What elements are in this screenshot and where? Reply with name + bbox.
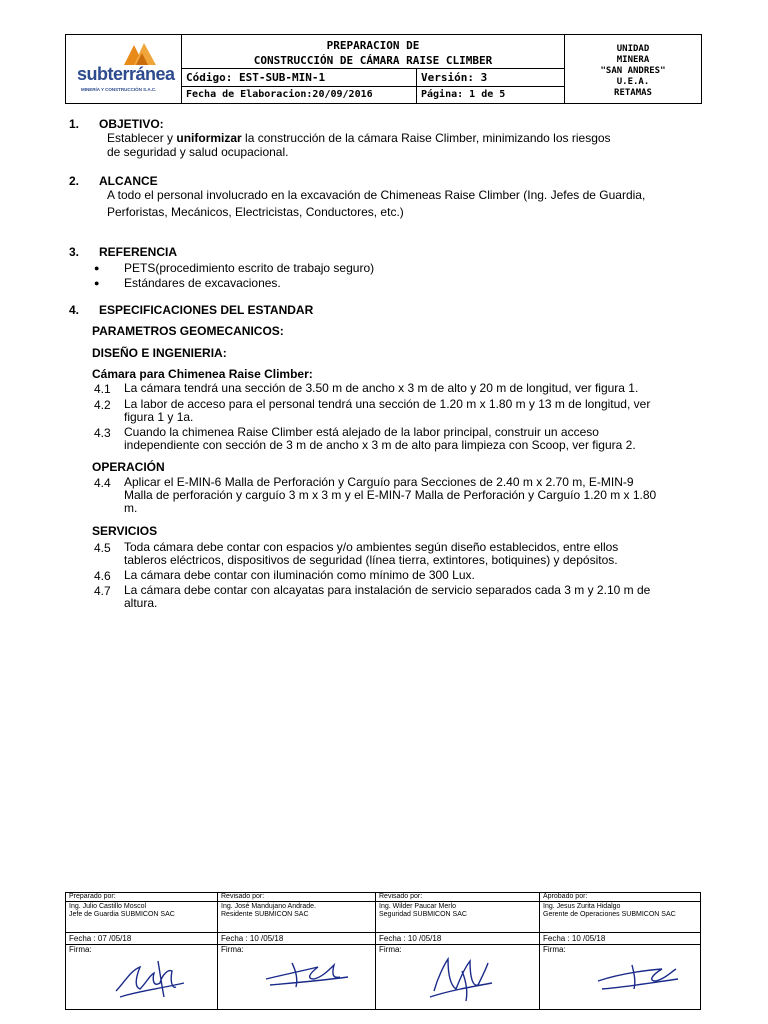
section-title-objetivo: OBJETIVO:: [99, 117, 164, 131]
subheading-diseno: DISEÑO E INGENIERIA:: [92, 346, 227, 360]
item-line: La cámara debe contar con iluminación como mínimo de 300 Lux.: [124, 568, 475, 582]
section-title-especificaciones: ESPECIFICACIONES DEL ESTANDAR: [99, 303, 314, 317]
item-text: [124, 569, 697, 582]
item-text: [124, 398, 697, 424]
alcance-line-1: A todo el personal involucrado en la excavación de Chimeneas Raise Climber (Ing. Jefes de Guardia,: [107, 188, 646, 202]
reference-item: Estándares de excavaciones.: [124, 276, 281, 290]
title-line-2: CONSTRUCCIÓN DE CÁMARA RAISE CLIMBER: [253, 54, 493, 67]
approver-name: Ing. José Mandujano Andrade.: [221, 903, 316, 910]
approval-column: [217, 893, 375, 1009]
reference-item: PETS(procedimiento escrito de trabajo seguro): [124, 261, 375, 275]
item-line: La cámara debe contar con alcayatas para instalación de servicio separados cada 3 m y 2.10 m de: [124, 583, 651, 597]
unit-line: RETAMAS: [614, 88, 652, 98]
item-text: [124, 541, 697, 567]
item-number: 4.5: [94, 541, 111, 555]
signature-label: Firma:: [221, 945, 244, 954]
item-number: 4.4: [94, 476, 111, 490]
item-number: 4.2: [94, 398, 111, 412]
signature-label: Firma:: [543, 945, 566, 954]
approver-position: Seguridad SUBMICON SAC: [379, 911, 467, 918]
approval-column: [66, 893, 217, 1009]
approval-role: Preparado por:: [66, 893, 217, 902]
objetivo-text: [107, 131, 697, 145]
item-number: 4.3: [94, 426, 111, 440]
section-title-referencia: REFERENCIA: [99, 245, 178, 259]
unit-line: UNIDAD: [616, 44, 650, 54]
item-number: 4.1: [94, 382, 111, 396]
bullet-icon: ●: [94, 278, 100, 288]
signature-image: [110, 953, 190, 1005]
logo-mountain-icon: [122, 41, 158, 65]
unit-line: U.E.A.: [616, 77, 650, 87]
signature-label: Firma:: [379, 945, 402, 954]
logo-subtitle: MINERÍA Y CONSTRUCCIÓN S.A.C.: [81, 87, 157, 92]
section-number: 1.: [69, 117, 80, 131]
subheading-operacion: OPERACIÓN: [92, 460, 165, 474]
approval-date: Fecha : 07 /05/18: [66, 933, 217, 945]
item-line: tableros eléctricos, dispositivos de seguridad (línea tierra, extintores, botiquines) y depósitos.: [124, 553, 618, 567]
section-number: 2.: [69, 174, 80, 188]
company-logo: [66, 35, 182, 103]
approval-column: [375, 893, 539, 1009]
item-line: m.: [124, 501, 138, 515]
title-line-1: PREPARACION DE: [326, 39, 420, 52]
unit-line: MINERA: [616, 55, 650, 65]
item-line: Toda cámara debe contar con espacios y/o ambientes según diseño establecidos, entre ellos: [124, 540, 619, 554]
section-number: 4.: [69, 303, 80, 317]
approver-name: Ing. Julio Castillo Moscol: [69, 903, 147, 910]
item-text: [124, 584, 697, 610]
item-text: [124, 426, 697, 452]
logo-brand-text: subterránea: [77, 64, 175, 84]
objetivo-text-b: la construcción de la cámara Raise Climber, minimizando los riesgos: [241, 131, 611, 145]
approver-position: Gerente de Operaciones SUBMICON SAC: [543, 911, 676, 918]
item-line: Malla de perforación y carguío 3 m x 3 m y el E-MIN-7 Malla de Perforación y Carguío 1.20 m x 1.80: [124, 488, 657, 502]
alcance-line-2: Perforistas, Mecánicos, Electricistas, Conductores, etc.): [107, 205, 404, 219]
item-line: Aplicar el E-MIN-6 Malla de Perforación y Carguío para Secciones de 2.40 m x 2.70 m, E-MIN-9: [124, 475, 634, 489]
document-title: [182, 38, 564, 68]
document-version: Versión: 3: [421, 71, 488, 84]
approval-date: Fecha : 10 /05/18: [540, 933, 700, 945]
item-line: La cámara tendrá una sección de 3.50 m de ancho x 3 m de alto y 20 m de longitud, ver figura 1.: [124, 381, 639, 395]
signature-image: [592, 961, 682, 995]
document-code: Código: EST-SUB-MIN-1: [182, 69, 417, 87]
item-number: 4.6: [94, 569, 111, 583]
objetivo-text-line2: de seguridad y salud ocupacional.: [107, 145, 289, 159]
approver-position: Jefe de Guardia SUBMICON SAC: [69, 911, 175, 918]
approval-table: [65, 892, 701, 1010]
section-number: 3.: [69, 245, 80, 259]
signature-image: [426, 951, 496, 1007]
objetivo-text-bold: uniformizar: [176, 131, 242, 145]
section-title-alcance: ALCANCE: [99, 174, 158, 188]
objetivo-text-a: Establecer y: [107, 131, 177, 145]
item-line: La labor de acceso para el personal tendrá una sección de 1.20 m x 1.80 m y 13 m de longitud, ver: [124, 397, 651, 411]
item-number: 4.7: [94, 584, 111, 598]
approval-column: [539, 893, 700, 1009]
document-header: [65, 34, 702, 104]
item-text: [124, 382, 697, 395]
signature-label: Firma:: [69, 945, 92, 954]
subheading-camara: Cámara para Chimenea Raise Climber:: [92, 367, 313, 381]
page-number: Página: 1 de 5: [421, 89, 506, 100]
subheading-parametros: PARAMETROS GEOMECANICOS:: [92, 324, 284, 338]
approval-role: Revisado por:: [376, 893, 539, 902]
item-line: independiente con sección de 3 m de ancho x 3 m de alto para limpieza con Scoop, ver figura 2.: [124, 438, 636, 452]
approver-name: Ing. Wilder Paucar Merlo: [379, 903, 457, 910]
elaboration-date: Fecha de Elaboracion:20/09/2016: [182, 87, 417, 104]
approval-date: Fecha : 10 /05/18: [376, 933, 539, 945]
item-line: Cuando la chimenea Raise Climber está alejado de la labor principal, construir un acceso: [124, 425, 599, 439]
item-line: figura 1 y 1a.: [124, 410, 194, 424]
signature-image: [262, 957, 352, 991]
mining-unit-cell: [565, 35, 701, 103]
item-text: [124, 476, 697, 515]
subheading-servicios: SERVICIOS: [92, 524, 158, 538]
item-line: altura.: [124, 596, 158, 610]
unit-line: "SAN ANDRES": [600, 66, 666, 76]
bullet-icon: ●: [94, 263, 100, 273]
approver-position: Residente SUBMICON SAC: [221, 911, 309, 918]
approval-role: Revisado por:: [218, 893, 375, 902]
approval-role: Aprobado por:: [540, 893, 700, 902]
header-title-cell: [182, 35, 565, 103]
approval-date: Fecha : 10 /05/18: [218, 933, 375, 945]
approver-name: Ing. Jesus Zurita Hidalgo: [543, 903, 621, 910]
